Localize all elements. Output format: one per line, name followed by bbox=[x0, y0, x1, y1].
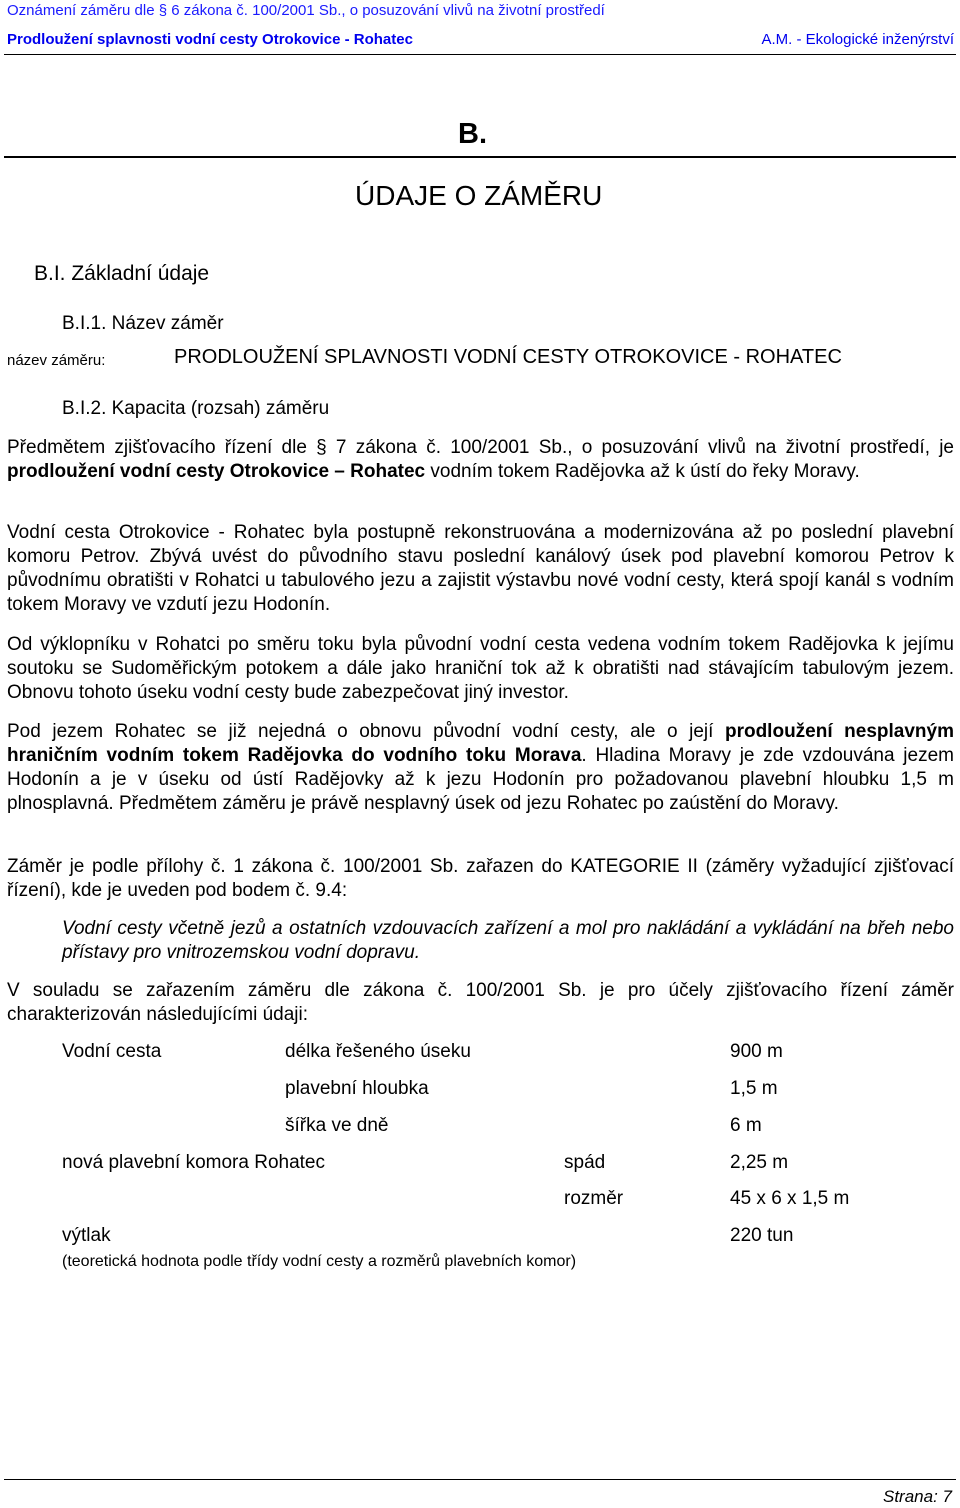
project-name-value: PRODLOUŽENÍ SPLAVNOSTI VODNÍ CESTY OTROKOVICE - ROHATEC bbox=[174, 346, 842, 368]
heading-basic-data: B.I. Základní údaje bbox=[34, 262, 210, 285]
section-title: ÚDAJE O ZÁMĚRU bbox=[355, 180, 603, 211]
spec-displacement-value: 220 tun bbox=[730, 1225, 794, 1246]
paragraph-extension bbox=[7, 720, 954, 816]
paragraph-extension-text-end: . Hladina Moravy je zde vzdouvána jezem Hodonín a je v úseku od ústí Radějovky až k jezu Hodonín pro požadovanou plavební hloubku 1,5 m plnosplavná. Předmětem záměru je právě nesplavný úsek od jezu Rohatec po zaústění do Moravy. bbox=[7, 745, 954, 814]
spec-head-value: 2,25 m bbox=[730, 1152, 789, 1173]
page-number: Strana: 7 bbox=[883, 1487, 952, 1506]
header-project-title: Prodloužení splavnosti vodní cesty Otrokovice - Rohatec bbox=[7, 31, 413, 48]
paragraph-extension-text: Pod jezem Rohatec se již nejedná o obnovu původní vodní cesty, ale o její bbox=[7, 721, 725, 742]
paragraph-category-quote: Vodní cesty včetně jezů a ostatních vzdouvacích zařízení a mol pro nakládání a vykládání na břeh nebo přístavy pro vnitrozemskou vodní dopravu. bbox=[62, 918, 954, 963]
spec-size-value: 45 x 6 x 1,5 m bbox=[730, 1188, 850, 1209]
heading-project-name: B.I.1. Název záměr bbox=[62, 313, 224, 334]
spec-waterway-label: Vodní cesta bbox=[62, 1041, 162, 1062]
section-divider bbox=[4, 156, 956, 158]
spec-head-name: spád bbox=[564, 1152, 606, 1173]
header-organization: A.M. - Ekologické inženýrství bbox=[761, 31, 954, 48]
heading-capacity: B.I.2. Kapacita (rozsah) záměru bbox=[62, 398, 330, 419]
paragraph-characteristics-intro: V souladu se zařazením záměru dle zákona č. 100/2001 Sb. je pro účely zjišťovacího řízení záměr charakterizován následujícími údaji: bbox=[7, 980, 954, 1025]
section-letter: B. bbox=[458, 118, 487, 150]
spec-depth-name: plavební hloubka bbox=[285, 1078, 429, 1099]
spec-displacement-label: výtlak bbox=[62, 1225, 111, 1246]
header-legal-reference: Oznámení záměru dle § 6 zákona č. 100/2001 Sb., o posuzování vlivů na životní prostředí bbox=[7, 2, 605, 19]
header-divider bbox=[4, 54, 956, 55]
spec-displacement-note: (teoretická hodnota podle třídy vodní cesty a rozměrů plavebních komor) bbox=[62, 1253, 577, 1270]
paragraph-extension-bold: prodloužení nesplavným hraničním vodním tokem Radějovka do vodního toku Morava bbox=[7, 721, 954, 766]
spec-depth-value: 1,5 m bbox=[730, 1078, 778, 1099]
paragraph-subject-text-end: vodním tokem Radějovka až k ústí do řeky Moravy. bbox=[425, 461, 860, 482]
paragraph-original-route: Od výklopníku v Rohatci po směru toku byla původní vodní cesta vedena vodním tokem Radějovka k jejímu soutoku se Sudoměřickým potokem a dále jako hraniční tok až k obratišti nad stávajícím tabulovým jezem. Obnovu tohoto úseku vodní cesty bude zabezpečovat jiný investor. bbox=[7, 634, 954, 703]
header-bar bbox=[7, 31, 954, 48]
paragraph-subject-bold: prodloužení vodní cesty Otrokovice – Rohatec bbox=[7, 461, 426, 482]
paragraph-subject-text: Předmětem zjišťovacího řízení dle § 7 zákona č. 100/2001 Sb., o posuzování vlivů na životní prostředí, je bbox=[7, 437, 954, 458]
project-name-label: název záměru: bbox=[7, 352, 106, 369]
spec-lock-label: nová plavební komora Rohatec bbox=[62, 1152, 325, 1173]
paragraph-subject bbox=[7, 436, 954, 484]
footer-divider bbox=[4, 1479, 956, 1480]
spec-length-name: délka řešeného úseku bbox=[285, 1041, 471, 1062]
spec-length-value: 900 m bbox=[730, 1041, 783, 1062]
paragraph-category: Záměr je podle přílohy č. 1 zákona č. 100/2001 Sb. zařazen do KATEGORIE II (záměry vyžadující zjišťovací řízení), kde je uveden pod bodem č. 9.4: bbox=[7, 856, 954, 901]
spec-bottom-width-name: šířka ve dně bbox=[285, 1115, 389, 1136]
spec-bottom-width-value: 6 m bbox=[730, 1115, 762, 1136]
paragraph-waterway-history: Vodní cesta Otrokovice - Rohatec byla postupně rekonstruována a modernizována až po poslední plavební komoru Petrov. Zbývá uvést do původního stavu poslední kanálový úsek pod plavební komorou Petrov k původnímu obratišti v Rohatci u tabulového jezu a zajistit výstavbu nové vodní cesty, která spojí kanál s vodním tokem Moravy ve vzdutí jezu Hodonín. bbox=[7, 522, 954, 615]
spec-size-name: rozměr bbox=[564, 1188, 624, 1209]
